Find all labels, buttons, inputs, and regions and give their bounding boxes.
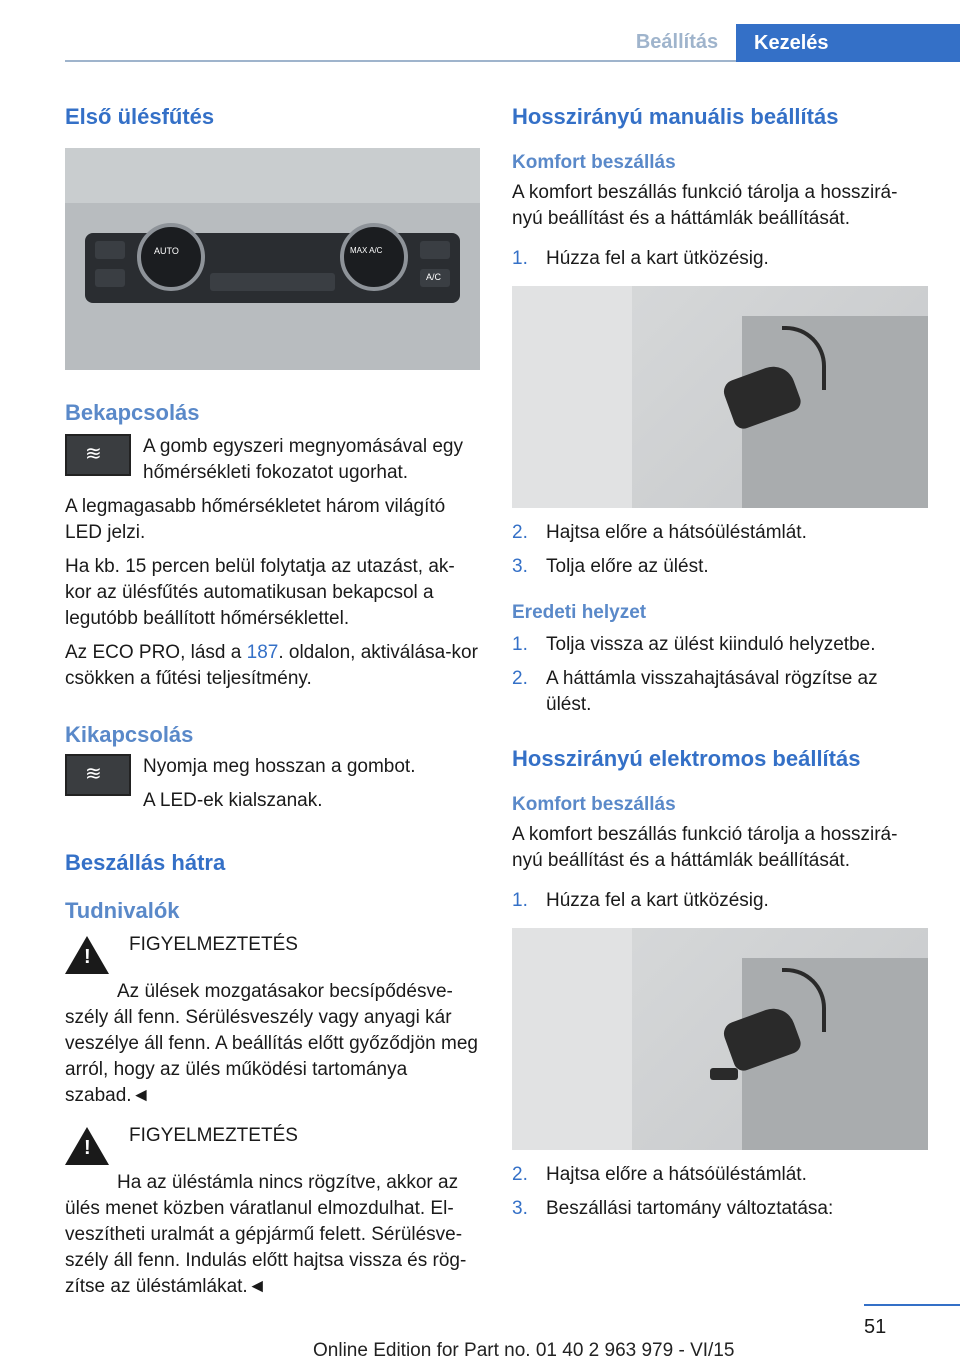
step-number: 2.: [512, 668, 528, 689]
turn-off-text-block: [143, 754, 480, 814]
seat-heat-button-right: [420, 241, 450, 259]
step-text: Hajtsa előre a hátsóüléstámlát.: [546, 1164, 807, 1185]
left-column: [65, 100, 480, 1300]
max-ac-label: MAX A/C: [350, 246, 383, 255]
step-number: 1.: [512, 634, 528, 655]
warning-2-title: FIGYELMEZTETÉS: [129, 1125, 298, 1146]
step-text: Húzza fel a kart ütközésig.: [546, 890, 769, 911]
list-item: [512, 520, 928, 546]
list-item: [512, 666, 928, 718]
center-button-row: [210, 273, 335, 291]
heading-bekapcsolas: Bekapcsolás: [65, 400, 200, 425]
step-number: 2.: [512, 1164, 528, 1185]
turn-off-text: Nyomja meg hosszan a gombot.: [143, 756, 416, 777]
warning-icon-wrap: [65, 1123, 117, 1170]
warning-icon-wrap: [65, 932, 117, 979]
ac-label: A/C: [426, 272, 442, 282]
warning-2: [65, 1123, 480, 1170]
right-knob: [340, 223, 408, 291]
steps-manual-b: [512, 520, 928, 580]
left-knob: [137, 223, 205, 291]
heading-kikapcsolas: Kikapcsolás: [65, 722, 194, 747]
heading-tudnivalok: Tudnivalók: [65, 898, 180, 923]
footer-rule: [864, 1304, 960, 1306]
step-number: 1.: [512, 248, 528, 269]
warning-triangle-icon: !: [65, 936, 109, 974]
auto-label: AUTO: [154, 246, 179, 256]
lever-photo-manual: [512, 286, 928, 508]
heading-rear-entry: Beszállás hátra: [65, 850, 226, 875]
turn-off-row: [65, 754, 480, 814]
switch-icon: [710, 1068, 738, 1080]
intro-electric: A komfort beszállás funkció tárolja a hosszirá‐nyú beállítást és a háttámlák beállítását.: [512, 824, 898, 871]
sub-komfort-electric: Komfort beszállás: [512, 794, 676, 815]
warning-1-text: Az ülések mozgatásakor becsípődésve‐szély áll fenn. Sérülésveszély vagy anyagi kár veszélye áll fenn. A beállítás előtt győződjön meg arról, hogy az ülés működési tartománya szabad.◄: [65, 981, 478, 1106]
step-number: 1.: [512, 890, 528, 911]
climate-panel-image: [65, 148, 480, 370]
p-eco-pro: [65, 640, 480, 692]
step-text: Hajtsa előre a hátsóüléstámlát.: [546, 522, 807, 543]
right-column: [512, 100, 928, 1222]
steps-manual-a: [512, 246, 928, 272]
sub-komfort-manual: Komfort beszállás: [512, 152, 676, 173]
turn-on-row: [65, 434, 480, 486]
p-highest-temp: A legmagasabb hőmérsékletet három világító LED jelzi.: [65, 496, 446, 543]
eco-pro-before: Az ECO PRO, lásd a: [65, 642, 247, 663]
page-number: 51: [864, 1316, 887, 1338]
step-text: Beszállási tartomány változtatása:: [546, 1198, 834, 1219]
list-item: [512, 1162, 928, 1188]
step-text: Tolja előre az ülést.: [546, 556, 709, 577]
p-resume: Ha kb. 15 percen belül folytatja az utazást, ak‐kor az ülésfűtés automatikusan bekapcsol a legutóbb beállított hőmérséklettel.: [65, 556, 455, 629]
list-item: [512, 554, 928, 580]
tab-kezeles[interactable]: Kezelés: [736, 24, 960, 62]
intro-manual: A komfort beszállás funkció tárolja a hosszirá‐nyú beállítást és a háttámlák beállítását.: [512, 182, 898, 229]
eco-pro-after: . oldalon, aktiválása‐kor csökken a fűtési teljesítmény.: [65, 642, 478, 689]
tab-beallitas[interactable]: Beállítás: [635, 31, 719, 53]
step-text: Tolja vissza az ülést kiinduló helyzetbe.: [546, 634, 876, 655]
climate-control-panel: [85, 233, 460, 303]
steps-electric-a: [512, 888, 928, 914]
steps-electric-b: [512, 1162, 928, 1222]
step-number: 2.: [512, 522, 528, 543]
step-text: A háttámla visszahajtásával rögzítse az ülést.: [546, 668, 878, 715]
section-title-seat-heating: Első ülésfűtés: [65, 104, 215, 129]
warning-1: [65, 932, 480, 979]
led-off-text: A LED-ek kialszanak.: [143, 790, 323, 811]
turn-on-text: A gomb egyszeri megnyomásával egy hőmérsékleti fokozatot ugorhat.: [143, 436, 463, 483]
warning-1-title: FIGYELMEZTETÉS: [129, 934, 298, 955]
footer-edition: Online Edition for Part no. 01 40 2 963 979 - VI/15: [313, 1340, 735, 1361]
title-manual-adjust: Hosszirányú manuális beállítás: [512, 104, 839, 129]
list-item: [512, 1196, 928, 1222]
sub-original-position: Eredeti helyzet: [512, 602, 647, 623]
seat-heating-button-icon: ≋: [65, 754, 131, 796]
seat-heating-button-icon: ≋: [65, 434, 131, 476]
fan-button-left: [95, 269, 125, 287]
warning-triangle-icon: !: [65, 1127, 109, 1165]
steps-manual-c: [512, 632, 928, 718]
seat-heat-button-left: [95, 241, 125, 259]
warning-2-text: Ha az üléstámla nincs rögzítve, akkor az ülés menet közben váratlanul elmozdulhat. El‐veszítheti uralmát a gépjármű felett. Sérülésve‐szély áll fenn. Indulás előtt hajtsa vissza és rög‐zítse az üléstámlákat.◄: [65, 1172, 467, 1297]
lever-photo-electric: [512, 928, 928, 1150]
step-text: Húzza fel a kart ütközésig.: [546, 248, 769, 269]
step-number: 3.: [512, 556, 528, 577]
list-item: [512, 246, 928, 272]
warning-1-head: [129, 932, 480, 979]
ac-button: [420, 269, 450, 287]
list-item: [512, 632, 928, 658]
list-item: [512, 888, 928, 914]
step-number: 3.: [512, 1198, 528, 1219]
page-link-187[interactable]: 187: [246, 642, 279, 663]
warning-2-head: [129, 1123, 480, 1170]
title-electric-adjust: Hosszirányú elektromos beállítás: [512, 746, 861, 771]
